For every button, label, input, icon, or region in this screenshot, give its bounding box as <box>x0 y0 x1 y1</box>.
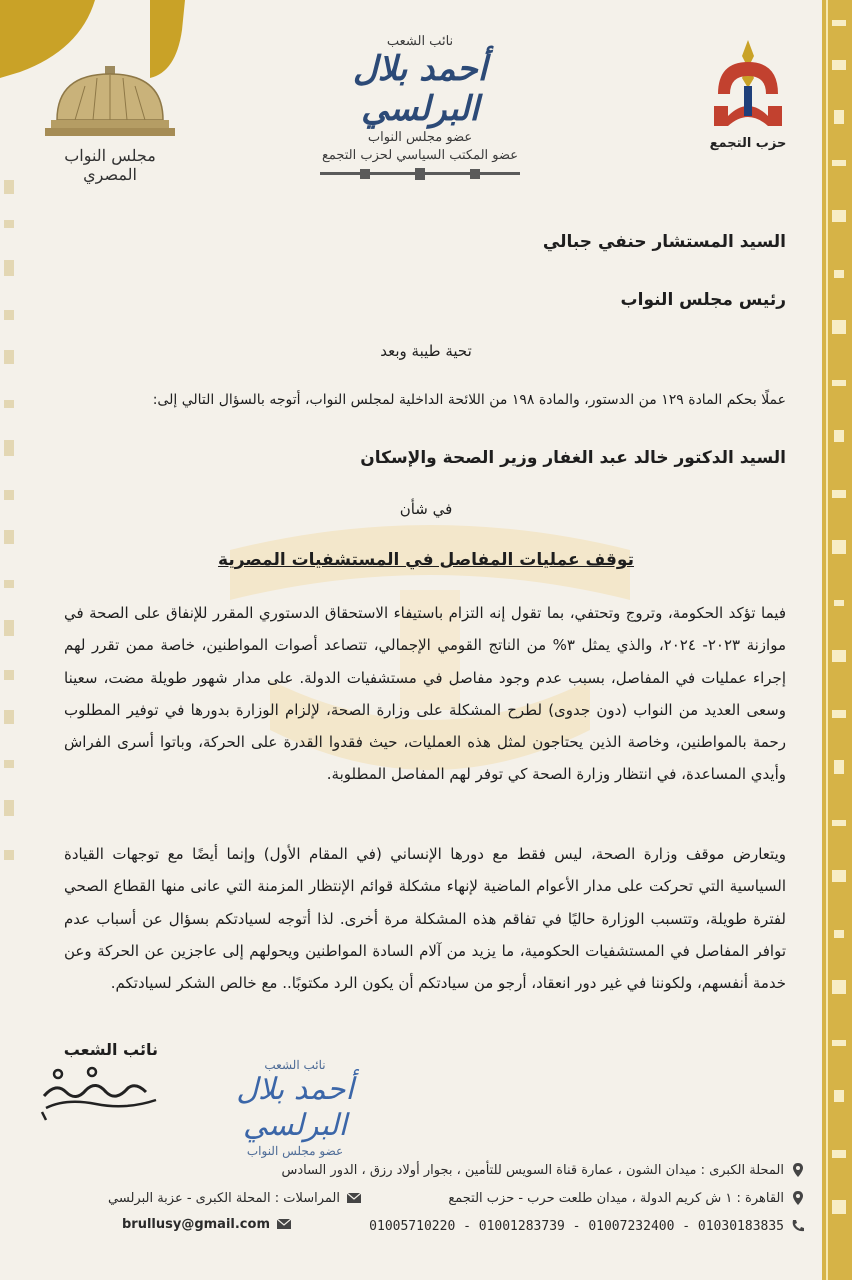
address-1-text: المحلة الكبرى : ميدان الشون ، عمارة قناة السويس للتأمين ، بجوار أولاد رزق ، الدور السادس <box>281 1162 784 1178</box>
handwritten-signature <box>36 1062 166 1122</box>
location-pin-icon <box>790 1190 806 1206</box>
phones-text: 01030183835 - 01007232400 - 01001283739 - 01005710220 <box>369 1218 784 1234</box>
envelope-icon <box>346 1190 362 1206</box>
stamp-role: عضو مجلس النواب <box>246 1144 344 1158</box>
parliament-dome-icon <box>45 64 175 140</box>
footer-email[interactable] <box>122 1216 292 1232</box>
member-role-2: عضو المكتب السياسي لحزب التجمع <box>321 148 519 163</box>
left-faded-border <box>0 180 20 900</box>
member-name: أحمد بلال البرلسي <box>352 49 488 129</box>
closing-title: نائب الشعب <box>63 1040 158 1059</box>
member-role-1: عضو مجلس النواب <box>367 130 473 145</box>
stamp-name: أحمد بلال البرلسي <box>236 1072 354 1143</box>
ornament-divider-icon <box>320 168 520 180</box>
signature-stamp <box>180 1058 410 1158</box>
envelope-icon <box>276 1216 292 1232</box>
footer-correspondence <box>108 1190 362 1206</box>
email-text[interactable]: brullusy@gmail.com <box>121 1216 270 1232</box>
footer-address-2 <box>448 1190 806 1206</box>
location-pin-icon <box>790 1162 806 1178</box>
phone-icon <box>790 1218 806 1234</box>
minister-addressee: السيد الدكتور خالد عبد الغفار وزير الصحة والإسكان <box>360 448 786 468</box>
right-gold-border <box>822 0 852 1280</box>
party-logo <box>700 36 796 151</box>
addressee: السيد المستشار حنفي جبالي <box>542 232 786 252</box>
address-2-text: القاهرة : ١ ش كريم الدولة ، ميدان طلعت حرب - حزب التجمع <box>448 1190 784 1206</box>
regarding-label: في شأن <box>399 500 453 518</box>
greeting: تحية طيبة وبعد <box>380 342 472 360</box>
wheat-gear-icon <box>708 36 788 132</box>
addressee-title: رئيس مجلس النواب <box>620 290 786 310</box>
footer-phones <box>369 1218 806 1234</box>
member-label: نائب الشعب <box>386 34 454 49</box>
stamp-label: نائب الشعب <box>264 1058 326 1072</box>
body-paragraph-2: ويتعارض موقف وزارة الصحة، ليس فقط مع دورها الإنساني (في المقام الأول) وإنما أيضًا مع توجهات القيادة السياسية التي تحركت على مدار الأعوام الماضية لإنهاء مشكلة قوائم الإنتظار المزمنة التي عانى منها القطاع الصحي لفترة طويلة، وتتسبب الوزارة حاليًا في تفاقم هذه المشكلة مرة أخرى. لذا أتوجه لسيادتكم بسؤال عن أسباب عدم توافر المفاصل في المستشفيات الحكومية، ما يزيد من آلام السادة المواطنين ويحولهم إلى عاجزين عن الحركة وعن خدمة أنفسهم، ولكوننا في غير دور انعقاد، أرجو من سيادتكم أن يكون الرد مكتوبًا.. مع خالص الشكر لسيادتكم. <box>64 845 786 993</box>
footer-address-1 <box>282 1162 807 1178</box>
parliament-logo <box>40 64 180 184</box>
correspondence-text: المراسلات : المحلة الكبرى - عزبة البرلسي <box>108 1190 340 1206</box>
member-header <box>300 34 540 184</box>
intro-line: عملًا بحكم المادة ١٢٩ من الدستور، والمادة ١٩٨ من اللائحة الداخلية لمجلس النواب، أتوجه بالسؤال التالي إلى: <box>152 392 786 408</box>
parliament-name: مجلس النواب المصري <box>64 146 156 184</box>
subject-title: توقف عمليات المفاصل في المستشفيات المصرية <box>218 550 634 570</box>
body-paragraph-1: فيما تؤكد الحكومة، وتروج وتحتفي، بما تقول إنه التزام باستيفاء الاستحقاق الدستوري المقرر للإنفاق على الصحة في موازنة ٢٠٢٣- ٢٠٢٤، والذي يمثل ٣% من الناتج القومي الإجمالي، تتصاعد أصوات المواطنين، خاصة ممن تقرر لهم إجراء عمليات في المفاصل، بسبب عدم وجود مفاصل في مستشفيات الدولة. على مدار شهور طويلة مضت، سعينا وسعى العديد من النواب (دون جدوى) لطرح المشكلة على وزارة الصحة، لإلزام الوزارة بدورها في توفير المطلوب رحمة بالمواطنين، وخاصة الذين يحتاجون لمثل هذه العمليات، حيث فقدوا القدرة على الحركة، وباتوا أسرى الفراش وأيدي المساعدة، في انتظار وزارة الصحة كي توفر لهم المفاصل المطلوبة. <box>64 604 786 784</box>
party-name: حزب التجمع <box>709 136 787 151</box>
